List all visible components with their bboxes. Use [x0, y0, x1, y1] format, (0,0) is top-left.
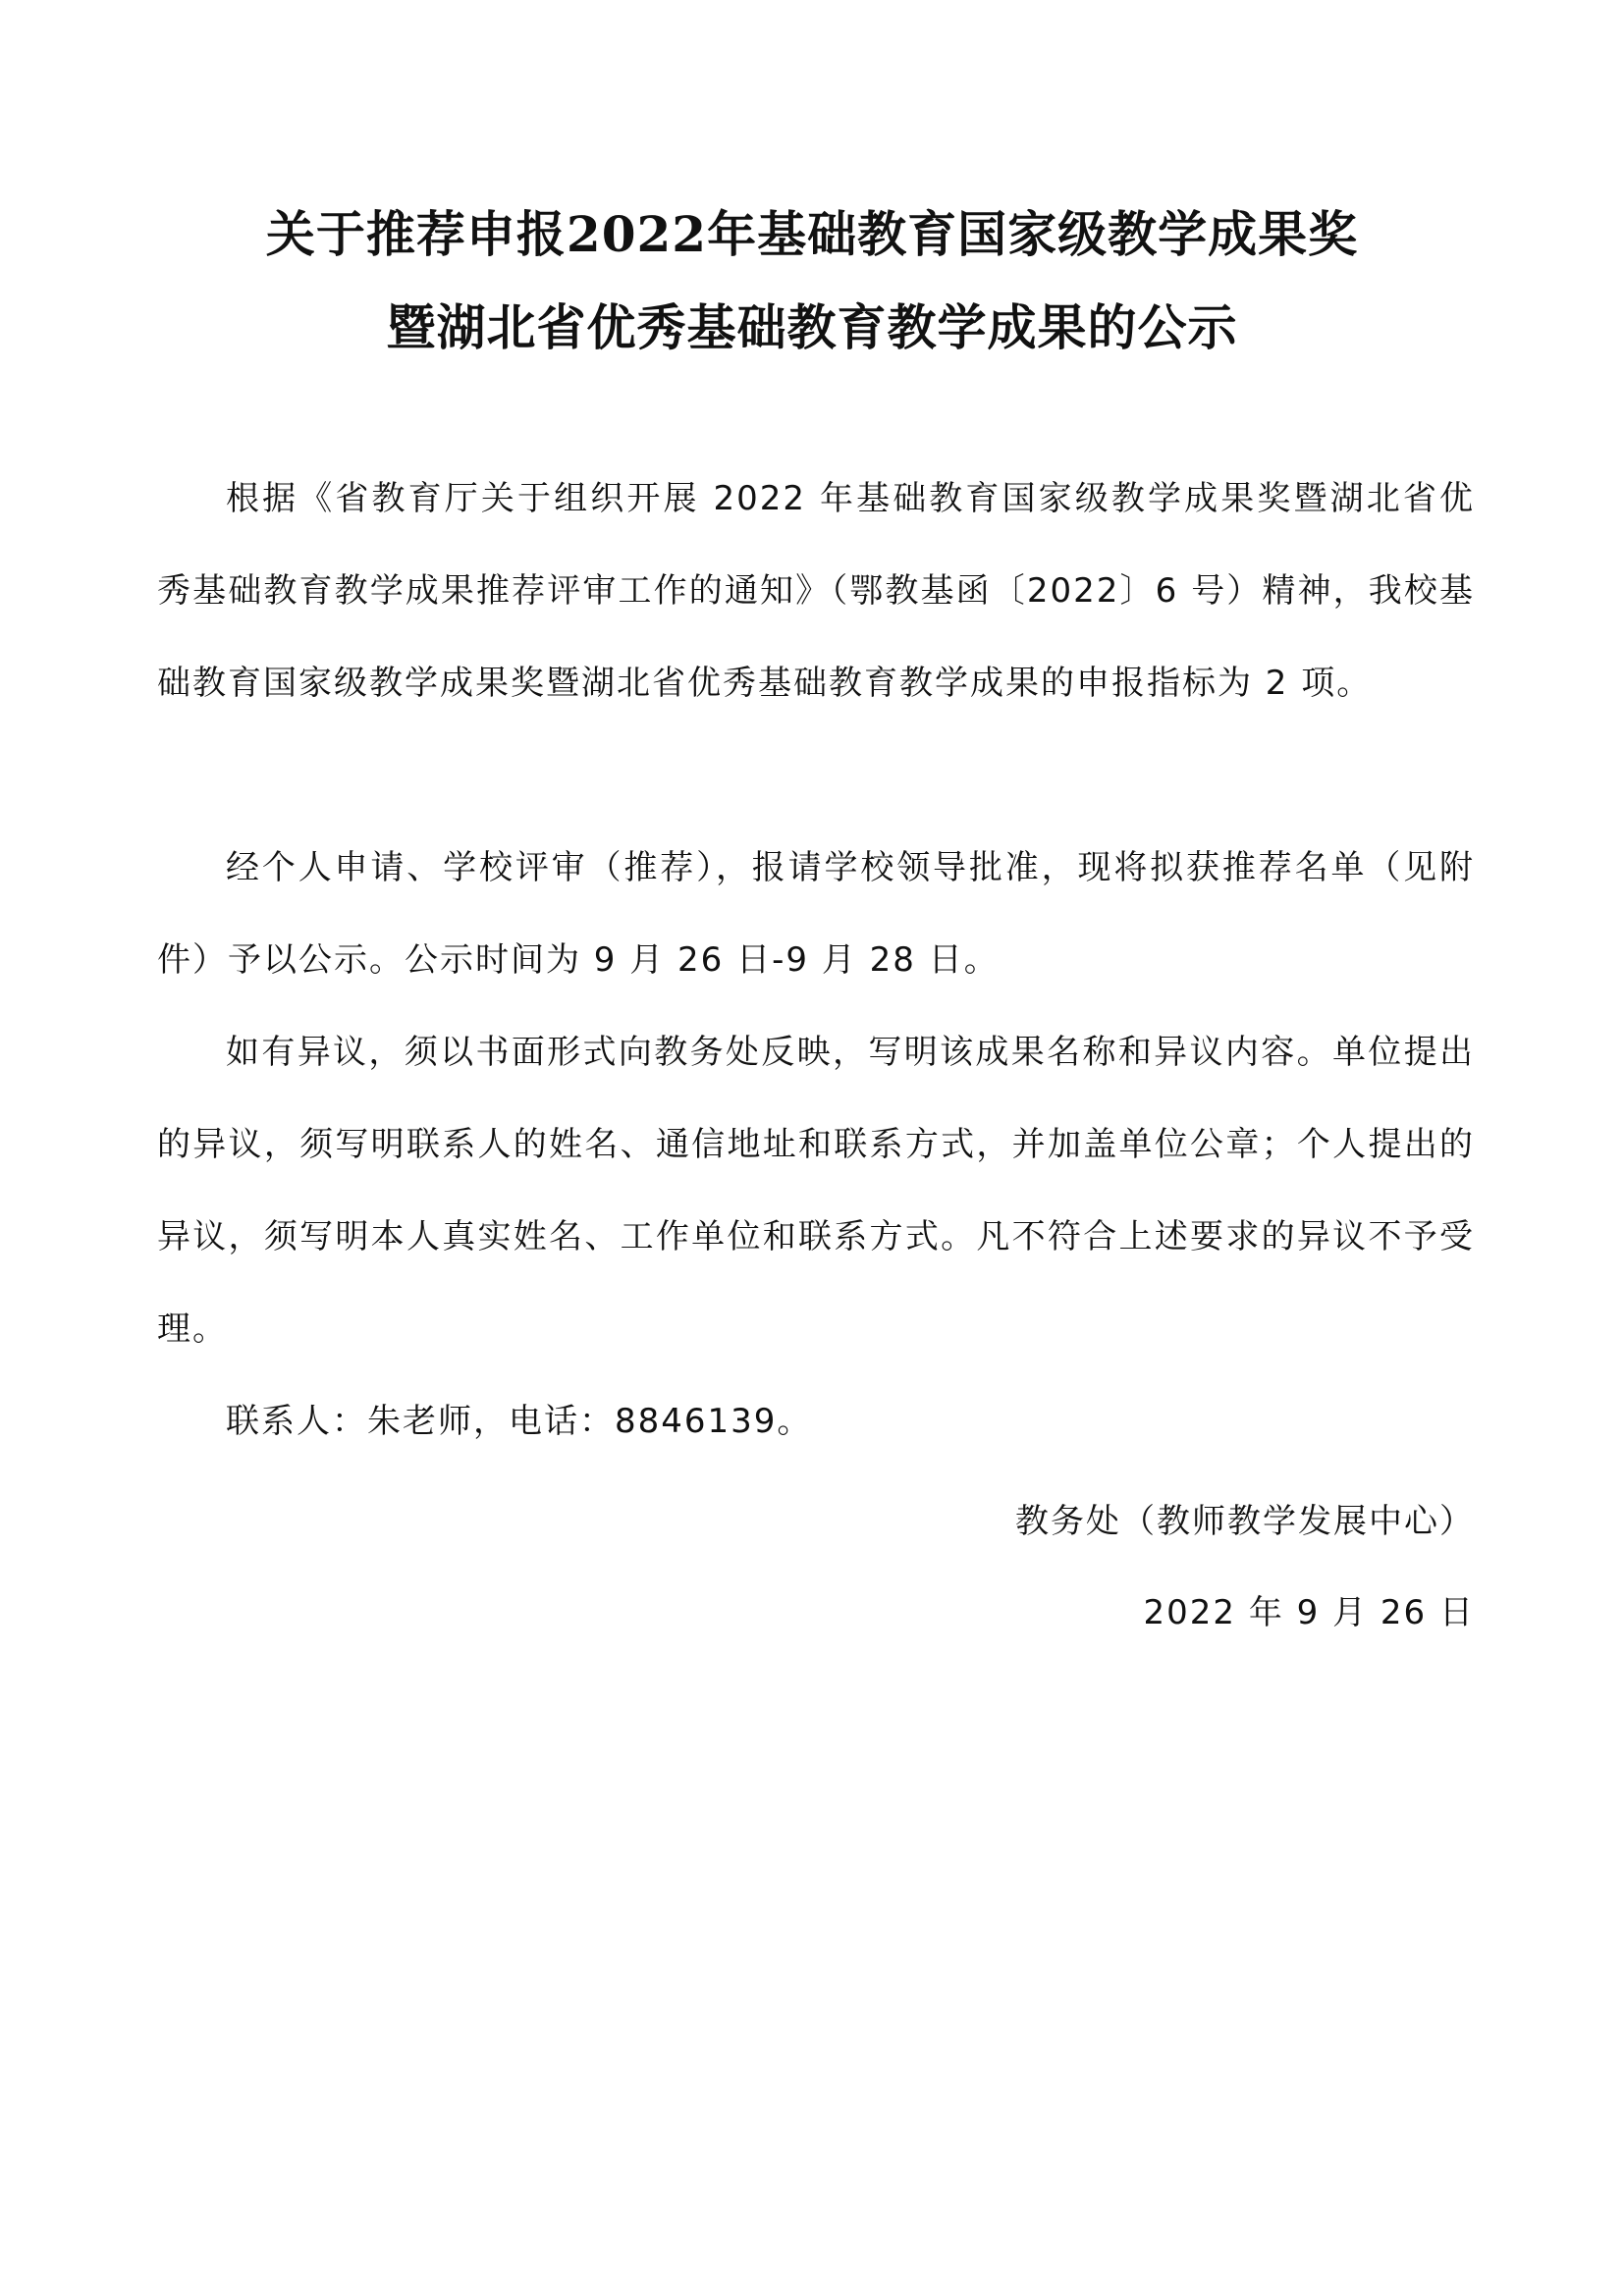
signature-organization: 教务处（教师教学发展中心）: [1015, 1502, 1475, 1541]
paragraph-basis: [157, 453, 1475, 729]
paragraph-publicity: [157, 822, 1475, 1006]
paragraph-objection-text: 如有异议，须以书面形式向教务处反映，写明该成果名称和异议内容。单位提出的异议，须写明联系人的姓名、通信地址和联系方式，并加盖单位公章；个人提出的异议，须写明本人真实姓名、工作单位和联系方式。凡不符合上述要求的异议不予受理。: [157, 1033, 1475, 1349]
title-line-2: 暨湖北省优秀基础教育教学成果的公示: [386, 298, 1238, 356]
signature-date: 2022 年 9 月 26 日: [1143, 1593, 1475, 1632]
paragraph-contact-text: 联系人：朱老师，电话：8846139。: [226, 1402, 813, 1441]
paragraph-objection: [157, 1006, 1475, 1375]
paragraph-basis-text: 根据《省教育厅关于组织开展 2022 年基础教育国家级教学成果奖暨湖北省优秀基础教育教学成果推荐评审工作的通知》（鄂教基函〔2022〕6 号）精神，我校基础教育国家级教学成果奖暨湖北省优秀基础教育教学成果的申报指标为 2 项。: [157, 479, 1475, 703]
title-line-1: 关于推荐申报2022年基础教育国家级教学成果奖: [265, 205, 1359, 263]
paragraph-publicity-text: 经个人申请、学校评审（推荐），报请学校领导批准，现将拟获推荐名单（见附件）予以公示。公示时间为 9 月 26 日-9 月 28 日。: [157, 848, 1475, 980]
paragraph-contact: [157, 1375, 1475, 1468]
